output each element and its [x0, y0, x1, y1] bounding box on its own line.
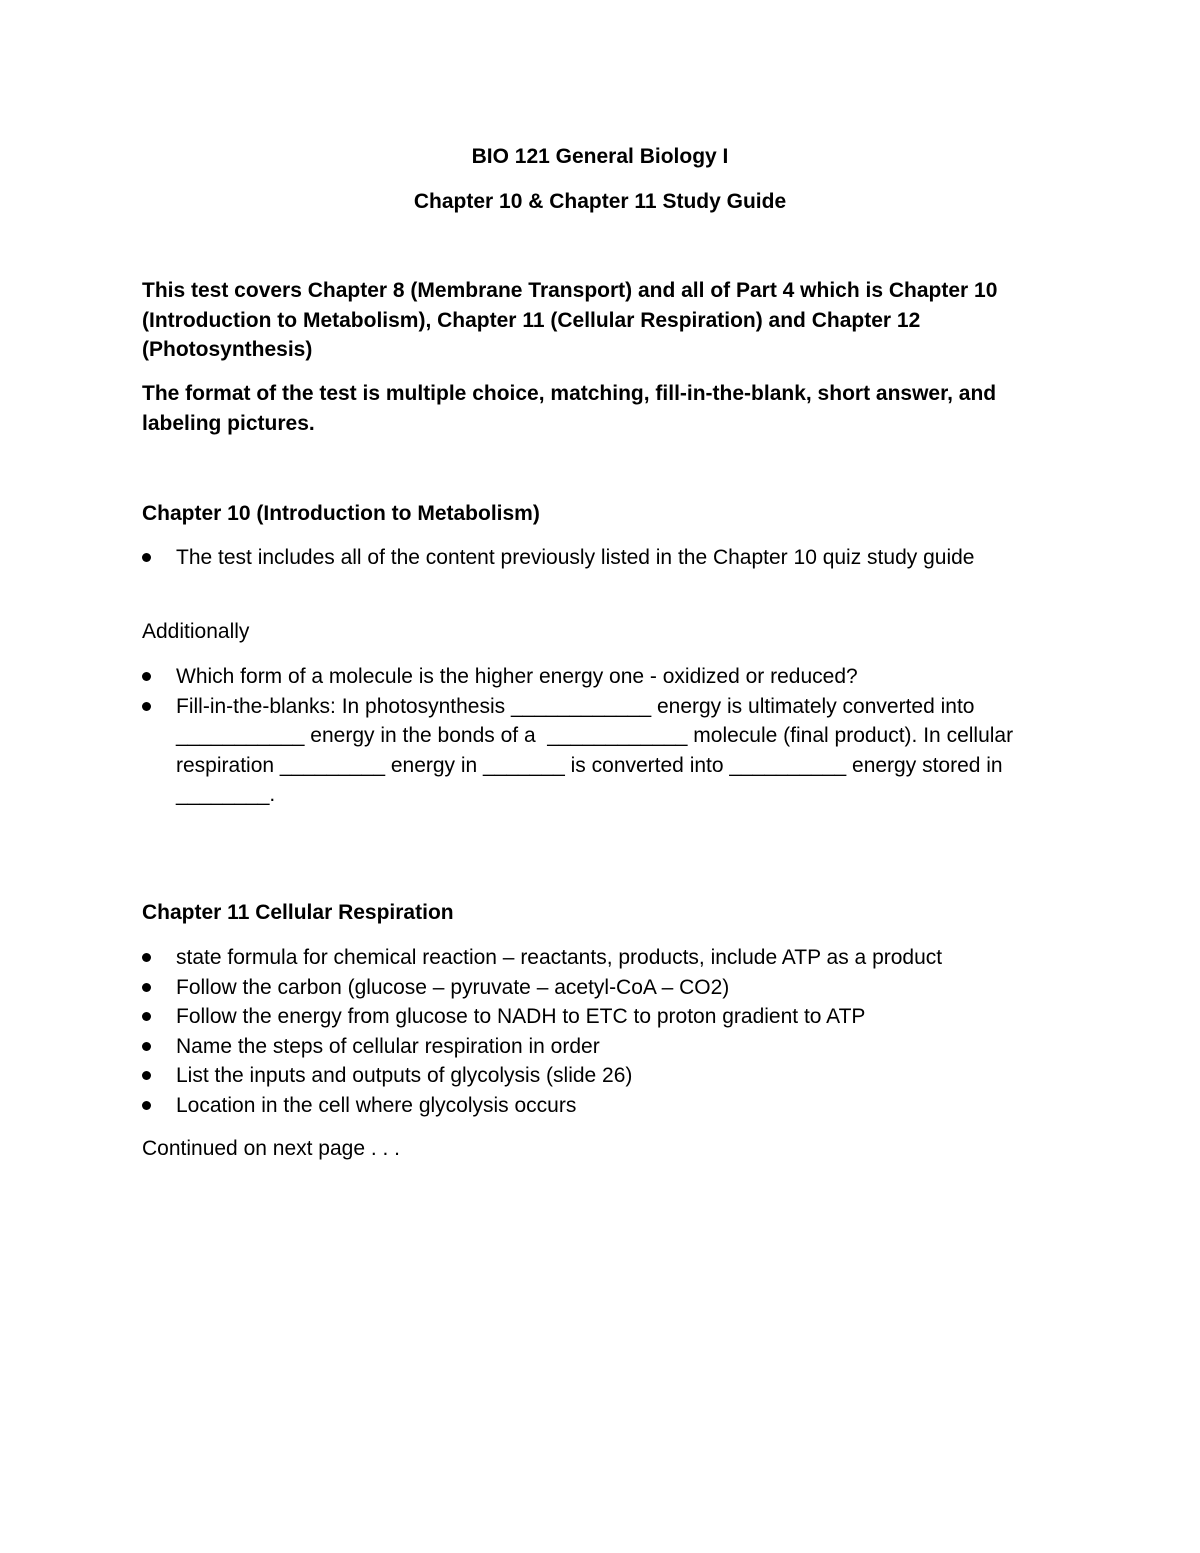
bullet-icon: [142, 553, 151, 562]
continued-note: Continued on next page . . .: [142, 1137, 401, 1160]
list-item-text: List the inputs and outputs of glycolysis (slide 26): [176, 1064, 633, 1087]
document-title: BIO 121 General Biology I: [471, 145, 729, 168]
test-coverage-paragraph: This test covers Chapter 8 (Membrane Transport) and all of Part 4 which is Chapter 10 (Introduction to Metabolism), Chapter 11 (Cellular Respiration) and Chapter 12 (Photosynthesis): [142, 279, 998, 361]
list-item: [142, 662, 1062, 692]
list-item: [142, 973, 1062, 1003]
bullet-icon: [142, 1042, 151, 1051]
list-item: [142, 1032, 1062, 1062]
list-item-text: Name the steps of cellular respiration in order: [176, 1034, 600, 1058]
list-item: [142, 1061, 1062, 1091]
chapter10-list: [142, 543, 1062, 573]
list-item-text: Which form of a molecule is the higher energy one - oxidized or reduced?: [176, 665, 858, 688]
bullet-icon: [142, 983, 151, 992]
list-item-text: state formula for chemical reaction – reactants, products, include ATP as a product: [176, 946, 943, 969]
chapter11-heading: Chapter 11 Cellular Respiration: [142, 901, 454, 924]
list-item-text: Follow the energy from glucose to NADH to ETC to proton gradient to ATP: [176, 1005, 866, 1028]
bullet-icon: [142, 1101, 151, 1110]
bullet-icon: [142, 1012, 151, 1021]
bullet-icon: [142, 702, 151, 711]
bullet-icon: [142, 672, 151, 681]
bullet-icon: [142, 1071, 151, 1080]
list-item: [142, 1002, 1062, 1032]
list-item: [142, 943, 1062, 973]
document-subtitle: Chapter 10 & Chapter 11 Study Guide: [413, 190, 787, 213]
bullet-icon: [142, 953, 151, 962]
list-item-text: Follow the carbon (glucose – pyruvate – acetyl-CoA – CO2): [176, 975, 730, 999]
chapter11-list: [142, 943, 1062, 1120]
chapter10-additional-list: [142, 662, 1062, 810]
list-item-text: The test includes all of the content previously listed in the Chapter 10 quiz study guide: [176, 546, 975, 569]
chapter10-heading: Chapter 10 (Introduction to Metabolism): [142, 502, 540, 525]
list-item: [142, 692, 1062, 810]
test-format-paragraph: The format of the test is multiple choice, matching, fill-in-the-blank, short answer, and labeling pictures.: [142, 382, 997, 435]
additionally-label: Additionally: [142, 620, 250, 643]
fill-in-the-blanks-text: Fill-in-the-blanks: In photosynthesis ____________ energy is ultimately converted into ___________ energy in the bonds of a ____________ molecule (final product). In cellular respiration _________ energy in _______ is converted into __________ energy stored in ________.: [176, 694, 1019, 806]
list-item: [142, 543, 1062, 573]
list-item-text: Location in the cell where glycolysis occurs: [176, 1093, 577, 1117]
list-item: [142, 1091, 1062, 1121]
